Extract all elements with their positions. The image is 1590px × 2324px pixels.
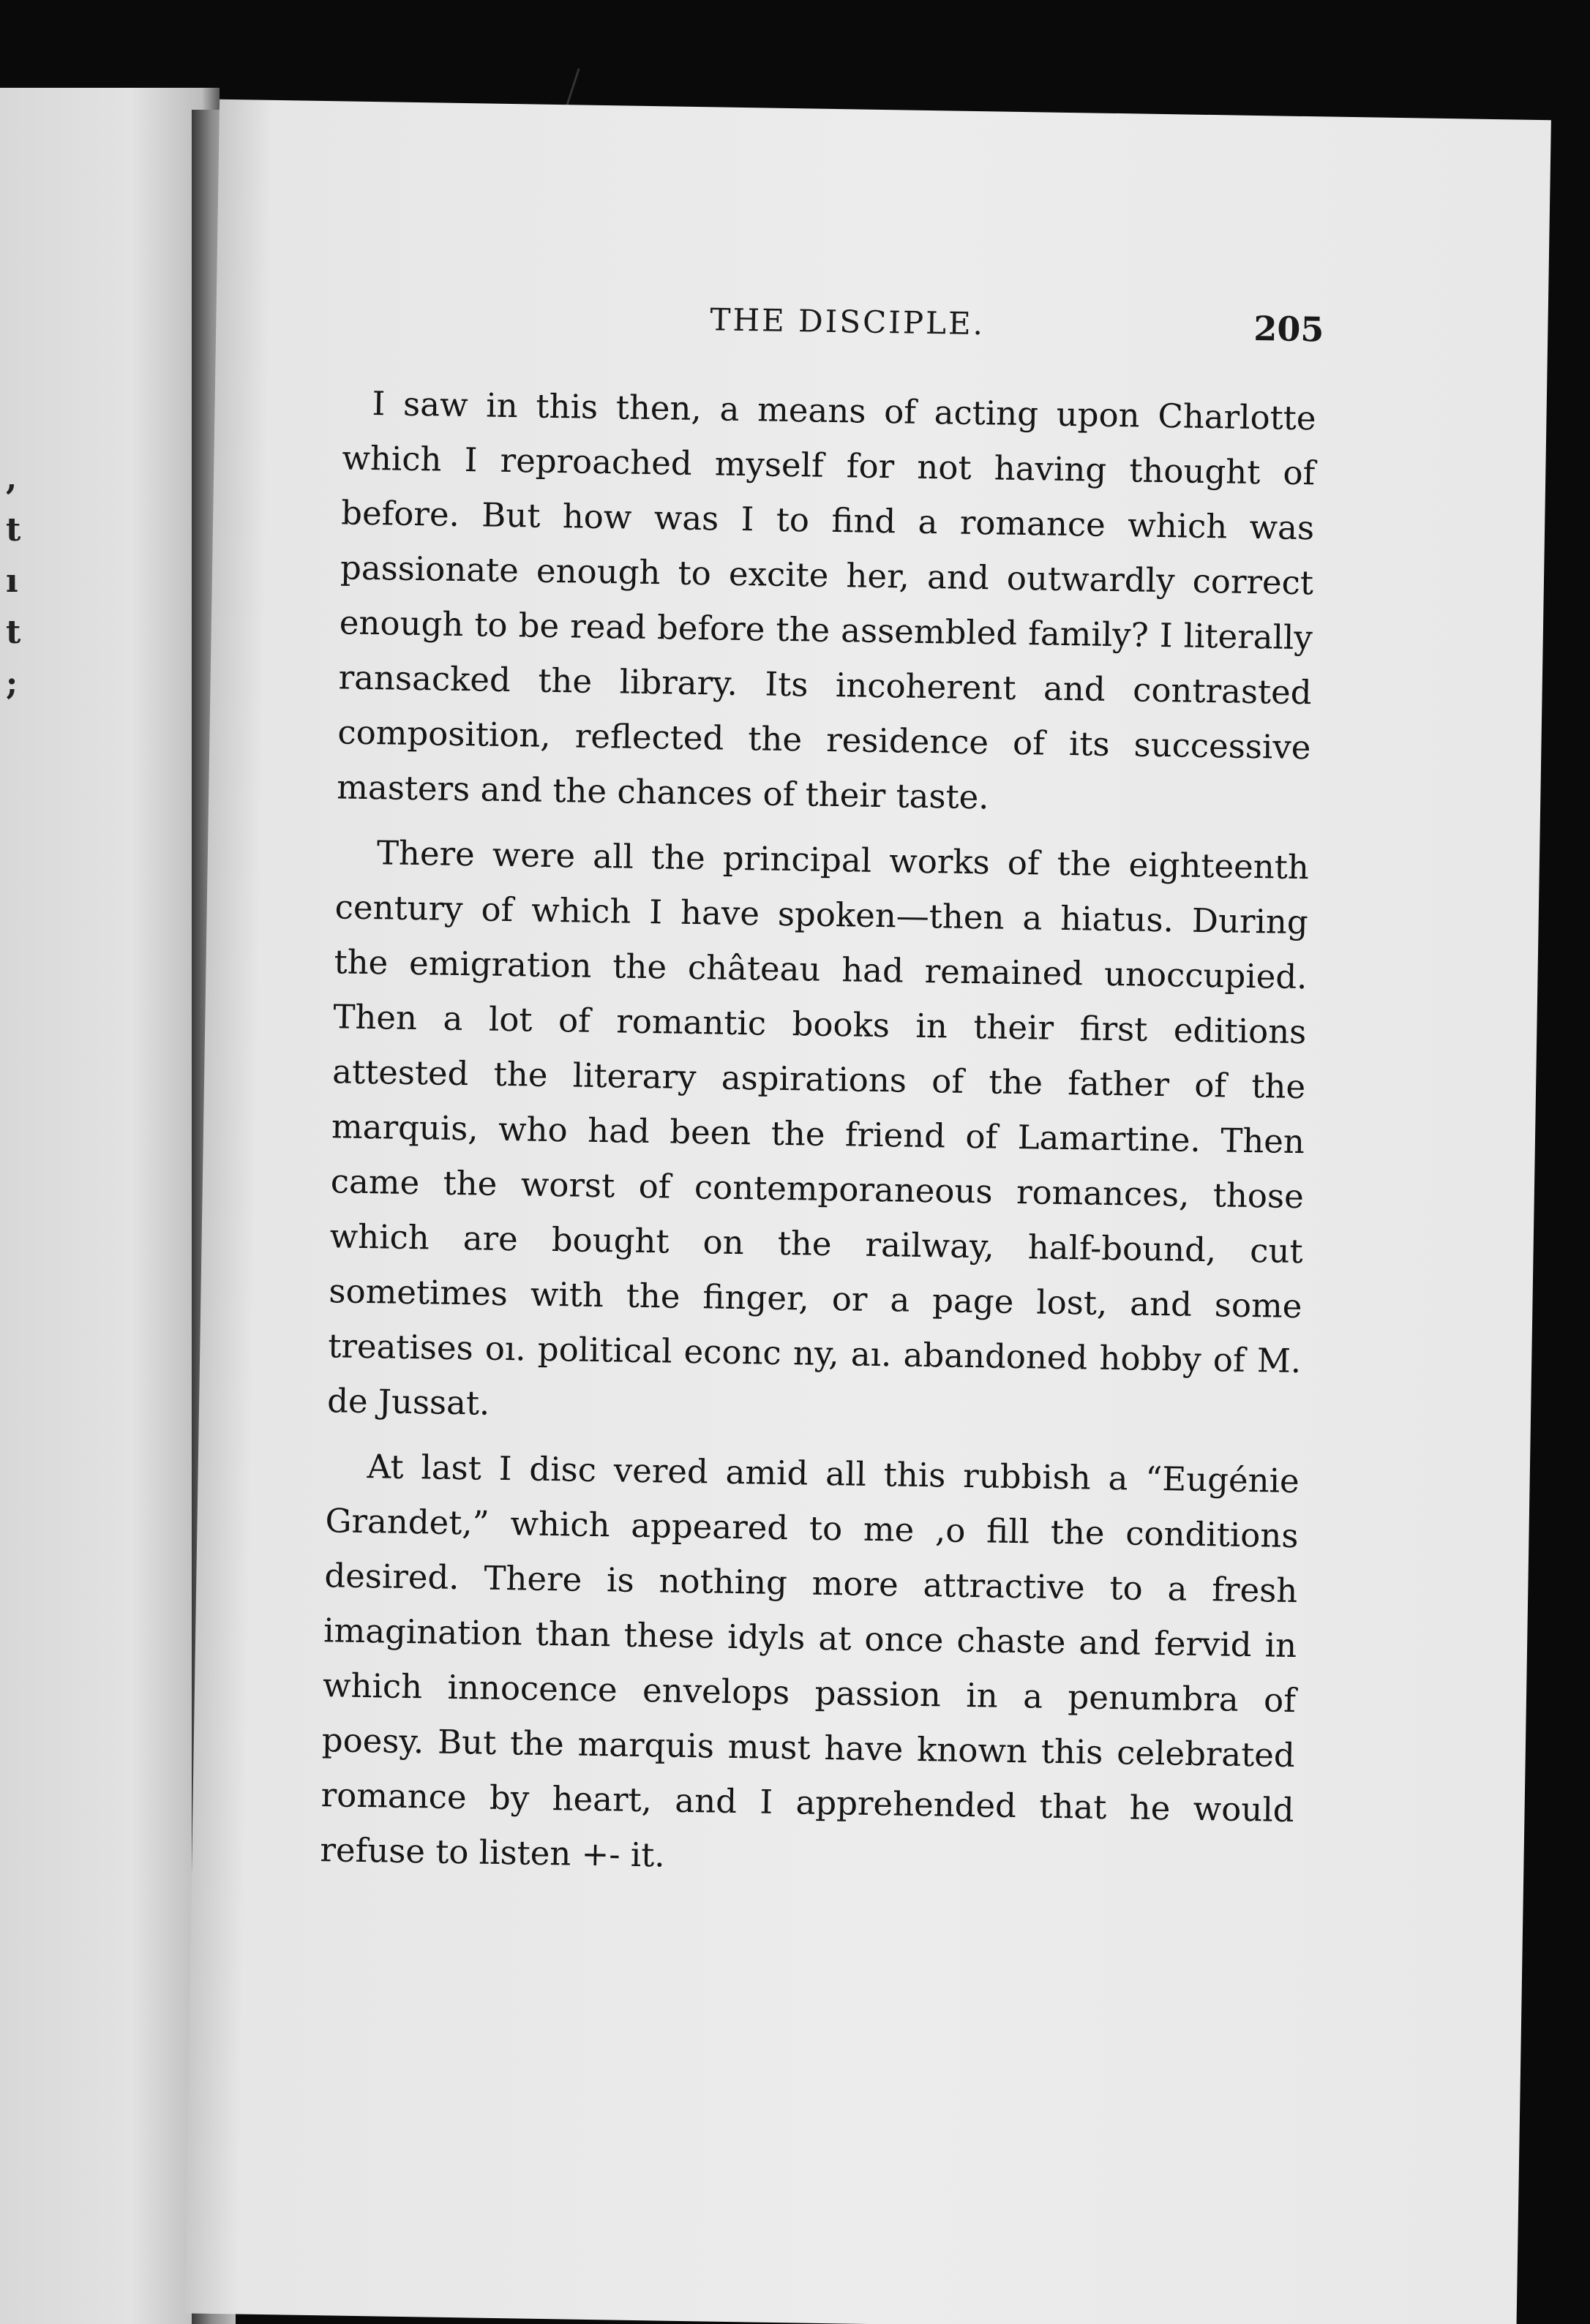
book-page xyxy=(185,99,1551,2324)
left-page-text-fragments xyxy=(6,454,35,710)
body-text xyxy=(320,375,1316,1903)
left-fragment: t xyxy=(6,614,21,651)
left-fragment: t xyxy=(6,511,21,549)
page-header xyxy=(216,294,1548,374)
paragraph: At last I disc vered amid all this rubbish a “Eugénie Grandet,” which appeared to me ,o fill the conditions desired. There is nothing more attractive to a fresh imagination than these idyls at once chaste and fervid in which innocence envelops passion in a penumbra of poesy. But the marquis must have known this celebrated romance by heart, and I apprehended that he would refuse to listen +- it. xyxy=(320,1447,1300,1875)
paragraph: I saw in this then, a means of acting upon Charlotte which I reproached myself for not having thought of before. But how was I to find a romance which was passionate enough to excite her, and outwardly correct enough to be read before the assembled family? I literally ransacked the library. Its incoherent and contrasted composition, reflected the residence of its successive masters and the chances of their taste. xyxy=(336,384,1316,817)
left-fragment: , xyxy=(6,460,18,497)
left-fragment: ı xyxy=(6,563,18,600)
page-number: 205 xyxy=(1253,308,1324,350)
left-fragment: ; xyxy=(6,665,18,702)
left-page-edge xyxy=(0,88,220,2324)
running-head: THE DISCIPLE. xyxy=(710,301,986,342)
paragraph: There were all the principal works of the eighteenth century of which I have spoken—then a hiatus. During the emigration the château had remained unoccupied. Then a lot of romantic books in their first editions attested the literary aspirations of the father of the marquis, who had been the friend of Lamartine. Then came the worst of contemporaneous romances, those which are bought on the railway, half-bound, cut sometimes with the finger, or a page lost, and some treatises oı. political econc ny, aı. abandoned hobby of M. de Jussat. xyxy=(326,833,1310,1423)
